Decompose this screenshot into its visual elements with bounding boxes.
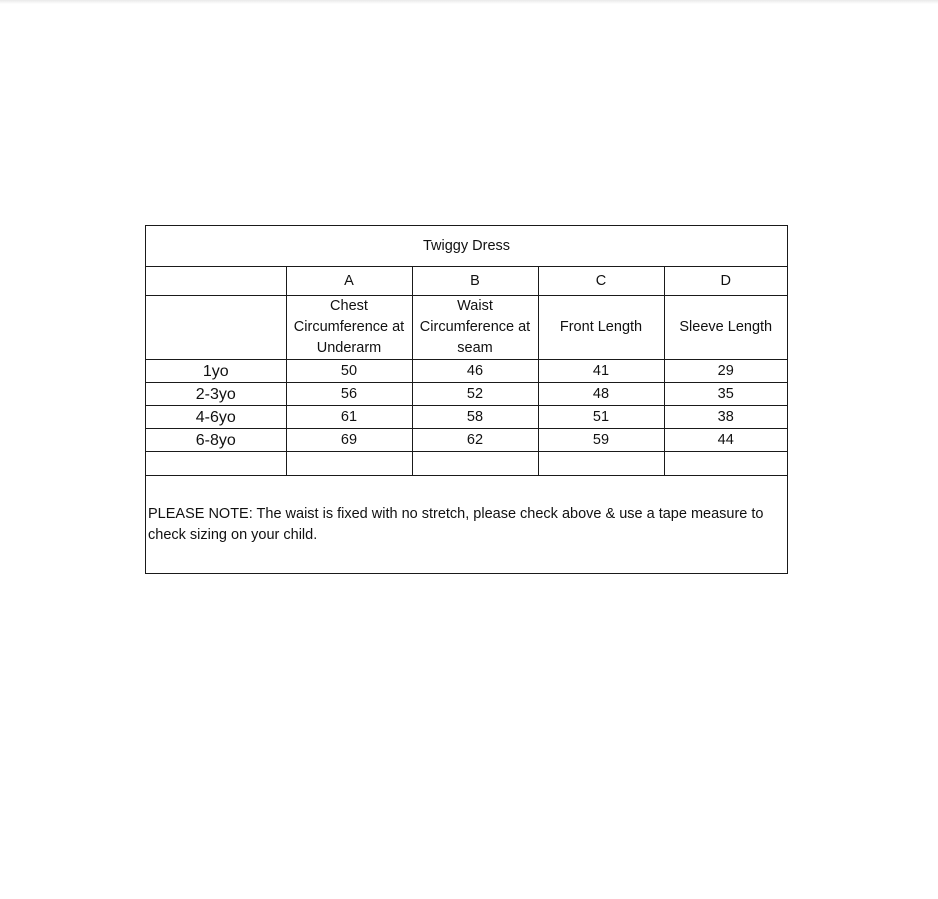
chest-value: 69	[286, 429, 412, 452]
table-row	[146, 360, 787, 383]
chest-value: 50	[286, 360, 412, 383]
size-label: 2-3yo	[146, 383, 286, 406]
front-length-value: 48	[538, 383, 664, 406]
header-blank-cell	[146, 267, 286, 296]
page-top-edge	[0, 0, 938, 4]
empty-cell	[412, 452, 538, 476]
empty-table-row	[146, 452, 787, 476]
column-label-sleeve-length: Sleeve Length	[664, 296, 787, 360]
column-letter-c: C	[538, 267, 664, 296]
column-label-row	[146, 296, 787, 360]
column-letter-d: D	[664, 267, 787, 296]
column-label-waist: Waist Circumference at seam	[412, 296, 538, 360]
waist-value: 62	[412, 429, 538, 452]
table-row	[146, 429, 787, 452]
front-length-value: 41	[538, 360, 664, 383]
size-label: 1yo	[146, 360, 286, 383]
column-letter-b: B	[412, 267, 538, 296]
size-label: 4-6yo	[146, 406, 286, 429]
title-row	[146, 226, 787, 267]
column-letter-row	[146, 267, 787, 296]
sleeve-length-value: 38	[664, 406, 787, 429]
empty-cell	[664, 452, 787, 476]
sleeve-length-value: 44	[664, 429, 787, 452]
sizing-note: PLEASE NOTE: The waist is fixed with no stretch, please check above & use a tape measure to check sizing on your child.	[148, 506, 764, 543]
chest-value: 61	[286, 406, 412, 429]
table-row	[146, 383, 787, 406]
size-table	[146, 226, 787, 476]
chest-value: 56	[286, 383, 412, 406]
empty-cell	[286, 452, 412, 476]
empty-cell	[538, 452, 664, 476]
label-blank-cell	[146, 296, 286, 360]
table-row	[146, 406, 787, 429]
column-letter-a: A	[286, 267, 412, 296]
column-label-chest: Chest Circumference at Underarm	[286, 296, 412, 360]
sleeve-length-value: 29	[664, 360, 787, 383]
empty-cell	[146, 452, 286, 476]
table-title: Twiggy Dress	[146, 226, 787, 267]
front-length-value: 59	[538, 429, 664, 452]
waist-value: 46	[412, 360, 538, 383]
size-label: 6-8yo	[146, 429, 286, 452]
size-chart	[145, 225, 788, 574]
waist-value: 58	[412, 406, 538, 429]
column-label-front-length: Front Length	[538, 296, 664, 360]
front-length-value: 51	[538, 406, 664, 429]
sleeve-length-value: 35	[664, 383, 787, 406]
waist-value: 52	[412, 383, 538, 406]
